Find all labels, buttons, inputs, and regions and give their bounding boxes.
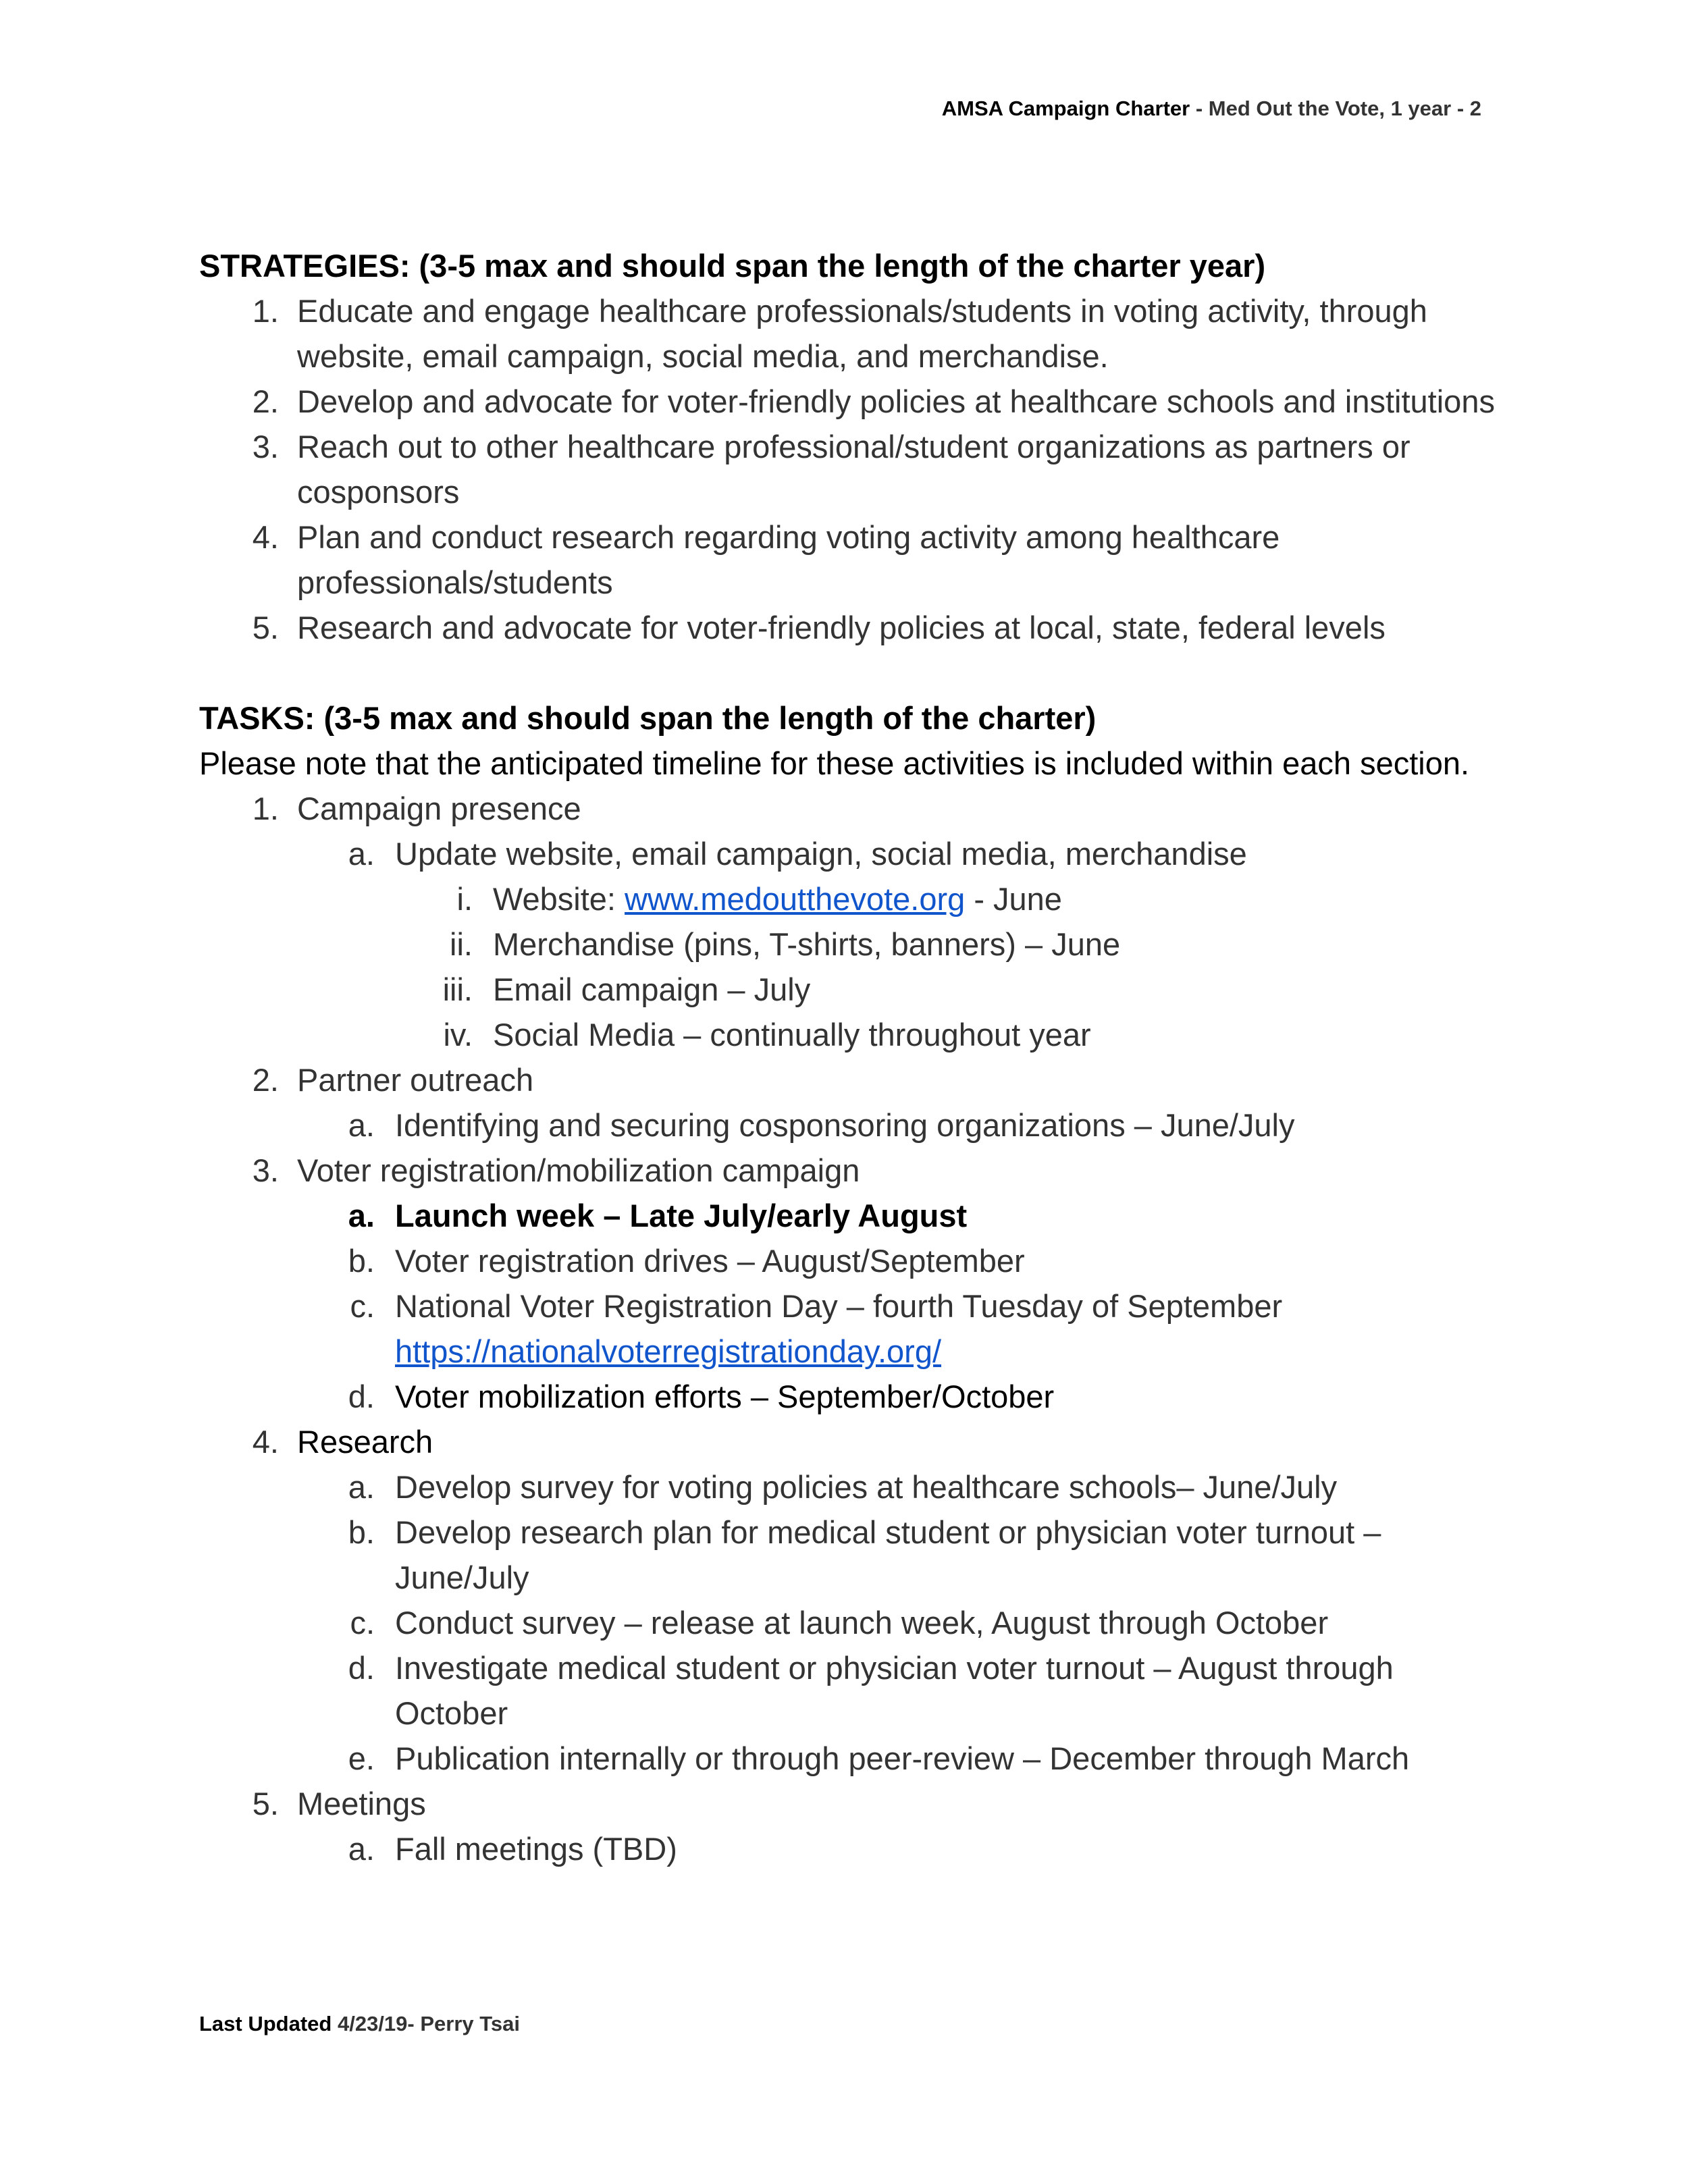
strategy-item	[199, 424, 1496, 514]
subtask-text: Voter mobilization efforts – September/October	[395, 1379, 1055, 1414]
tasks-note: Please note that the anticipated timeline for these activities is included within each section.	[199, 745, 1470, 781]
subtask-item	[199, 1645, 1496, 1736]
list-number: 2.	[252, 383, 279, 419]
list-letter: b.	[348, 1243, 375, 1279]
document-body	[199, 243, 1496, 1871]
task-item-campaign-presence	[199, 786, 1496, 831]
list-number: 1.	[252, 791, 279, 826]
strategy-text: Develop and advocate for voter-friendly policies at healthcare schools and institutions	[297, 383, 1495, 419]
list-number: 5.	[252, 610, 279, 645]
subtask-item	[199, 1102, 1496, 1148]
subtask-item-launch-week	[199, 1193, 1496, 1238]
subsubtask-text-suffix: - June	[965, 881, 1062, 917]
subsubtask-text: Social Media – continually throughout year	[493, 1017, 1091, 1053]
list-number: 4.	[252, 519, 279, 555]
strategy-item	[199, 514, 1496, 605]
list-number: 4.	[252, 1424, 279, 1460]
subtask-text: National Voter Registration Day – fourth Tuesday of September	[395, 1288, 1283, 1324]
footer-label: Last Updated	[199, 2012, 332, 2035]
subsubtask-text: Email campaign – July	[493, 971, 811, 1007]
header-title-rest: - Med Out the Vote, 1 year - 2	[1190, 97, 1481, 120]
subtask-text: Update website, email campaign, social media, merchandise	[395, 836, 1247, 872]
task-label: Campaign presence	[297, 791, 581, 826]
task-label: Research	[297, 1424, 433, 1460]
task-label: Partner outreach	[297, 1062, 534, 1098]
strategy-text: Reach out to other healthcare professional/student organizations as partners or cosponsors	[297, 429, 1410, 510]
subtask-text: Develop survey for voting policies at healthcare schools– June/July	[395, 1469, 1338, 1505]
subsubtask-item	[199, 876, 1496, 922]
subtask-text: Launch week – Late July/early August	[395, 1198, 968, 1233]
subtask-text: Publication internally or through peer-review – December through March	[395, 1740, 1410, 1776]
tasks-heading: TASKS: (3-5 max and should span the length of the charter)	[199, 700, 1097, 736]
list-roman: ii.	[450, 926, 473, 962]
subtask-item	[199, 1600, 1496, 1645]
subtask-item	[199, 1238, 1496, 1283]
subsubtask-text: Website:	[493, 881, 625, 917]
list-letter: c.	[350, 1605, 375, 1641]
list-letter: d.	[348, 1650, 375, 1686]
subtask-item	[199, 1826, 1496, 1871]
subsubtask-item	[199, 1012, 1496, 1057]
task-label: Voter registration/mobilization campaign	[297, 1152, 860, 1188]
list-letter: a.	[348, 1198, 375, 1233]
list-letter: c.	[350, 1288, 375, 1324]
subtask-text: Conduct survey – release at launch week, August through October	[395, 1605, 1329, 1641]
task-label: Meetings	[297, 1786, 426, 1821]
list-letter: a.	[348, 1831, 375, 1867]
list-number: 5.	[252, 1786, 279, 1821]
strategy-text: Educate and engage healthcare professionals/students in voting activity, through website, email campaign, social media, and merchandise.	[297, 293, 1427, 374]
list-letter: b.	[348, 1514, 375, 1550]
strategy-text: Plan and conduct research regarding voting activity among healthcare professionals/students	[297, 519, 1280, 600]
subsubtask-text: Merchandise (pins, T-shirts, banners) – June	[493, 926, 1121, 962]
footer-text: 4/23/19- Perry Tsai	[332, 2012, 520, 2035]
subtask-text: Develop research plan for medical student or physician voter turnout – June/July	[395, 1514, 1381, 1595]
nvrd-link[interactable]: https://nationalvoterregistrationday.org/	[395, 1333, 942, 1369]
page-header	[942, 97, 1481, 121]
subtask-item	[199, 1510, 1496, 1600]
strategy-item	[199, 605, 1496, 650]
list-number: 2.	[252, 1062, 279, 1098]
list-letter: a.	[348, 1469, 375, 1505]
task-item-partner-outreach	[199, 1057, 1496, 1102]
task-item-research	[199, 1419, 1496, 1464]
list-roman: i.	[456, 881, 473, 917]
list-letter: e.	[348, 1740, 375, 1776]
subtask-item	[199, 1283, 1496, 1374]
website-link[interactable]: www.medoutthevote.org	[625, 881, 966, 917]
strategy-item	[199, 288, 1496, 379]
strategy-text: Research and advocate for voter-friendly policies at local, state, federal levels	[297, 610, 1386, 645]
subtask-text: Voter registration drives – August/September	[395, 1243, 1025, 1279]
subtask-item	[199, 1374, 1496, 1419]
list-letter: d.	[348, 1379, 375, 1414]
subtask-text: Investigate medical student or physician voter turnout – August through October	[395, 1650, 1394, 1731]
strategies-heading: STRATEGIES: (3-5 max and should span the length of the charter year)	[199, 248, 1266, 284]
subsubtask-item	[199, 922, 1496, 967]
section-spacer	[199, 650, 1496, 695]
list-number: 3.	[252, 1152, 279, 1188]
task-item-voter-registration	[199, 1148, 1496, 1193]
strategy-item	[199, 379, 1496, 424]
list-roman: iii.	[442, 971, 473, 1007]
subtask-item	[199, 1464, 1496, 1510]
page-footer	[199, 2012, 520, 2036]
list-letter: a.	[348, 836, 375, 872]
header-title-bold: AMSA Campaign Charter	[941, 97, 1190, 120]
list-number: 3.	[252, 429, 279, 464]
subtask-text: Fall meetings (TBD)	[395, 1831, 677, 1867]
subtask-item	[199, 1736, 1496, 1781]
task-item-meetings	[199, 1781, 1496, 1826]
list-letter: a.	[348, 1107, 375, 1143]
subtask-item	[199, 831, 1496, 876]
list-number: 1.	[252, 293, 279, 329]
subsubtask-item	[199, 967, 1496, 1012]
subtask-text: Identifying and securing cosponsoring organizations – June/July	[395, 1107, 1295, 1143]
list-roman: iv.	[443, 1017, 473, 1053]
